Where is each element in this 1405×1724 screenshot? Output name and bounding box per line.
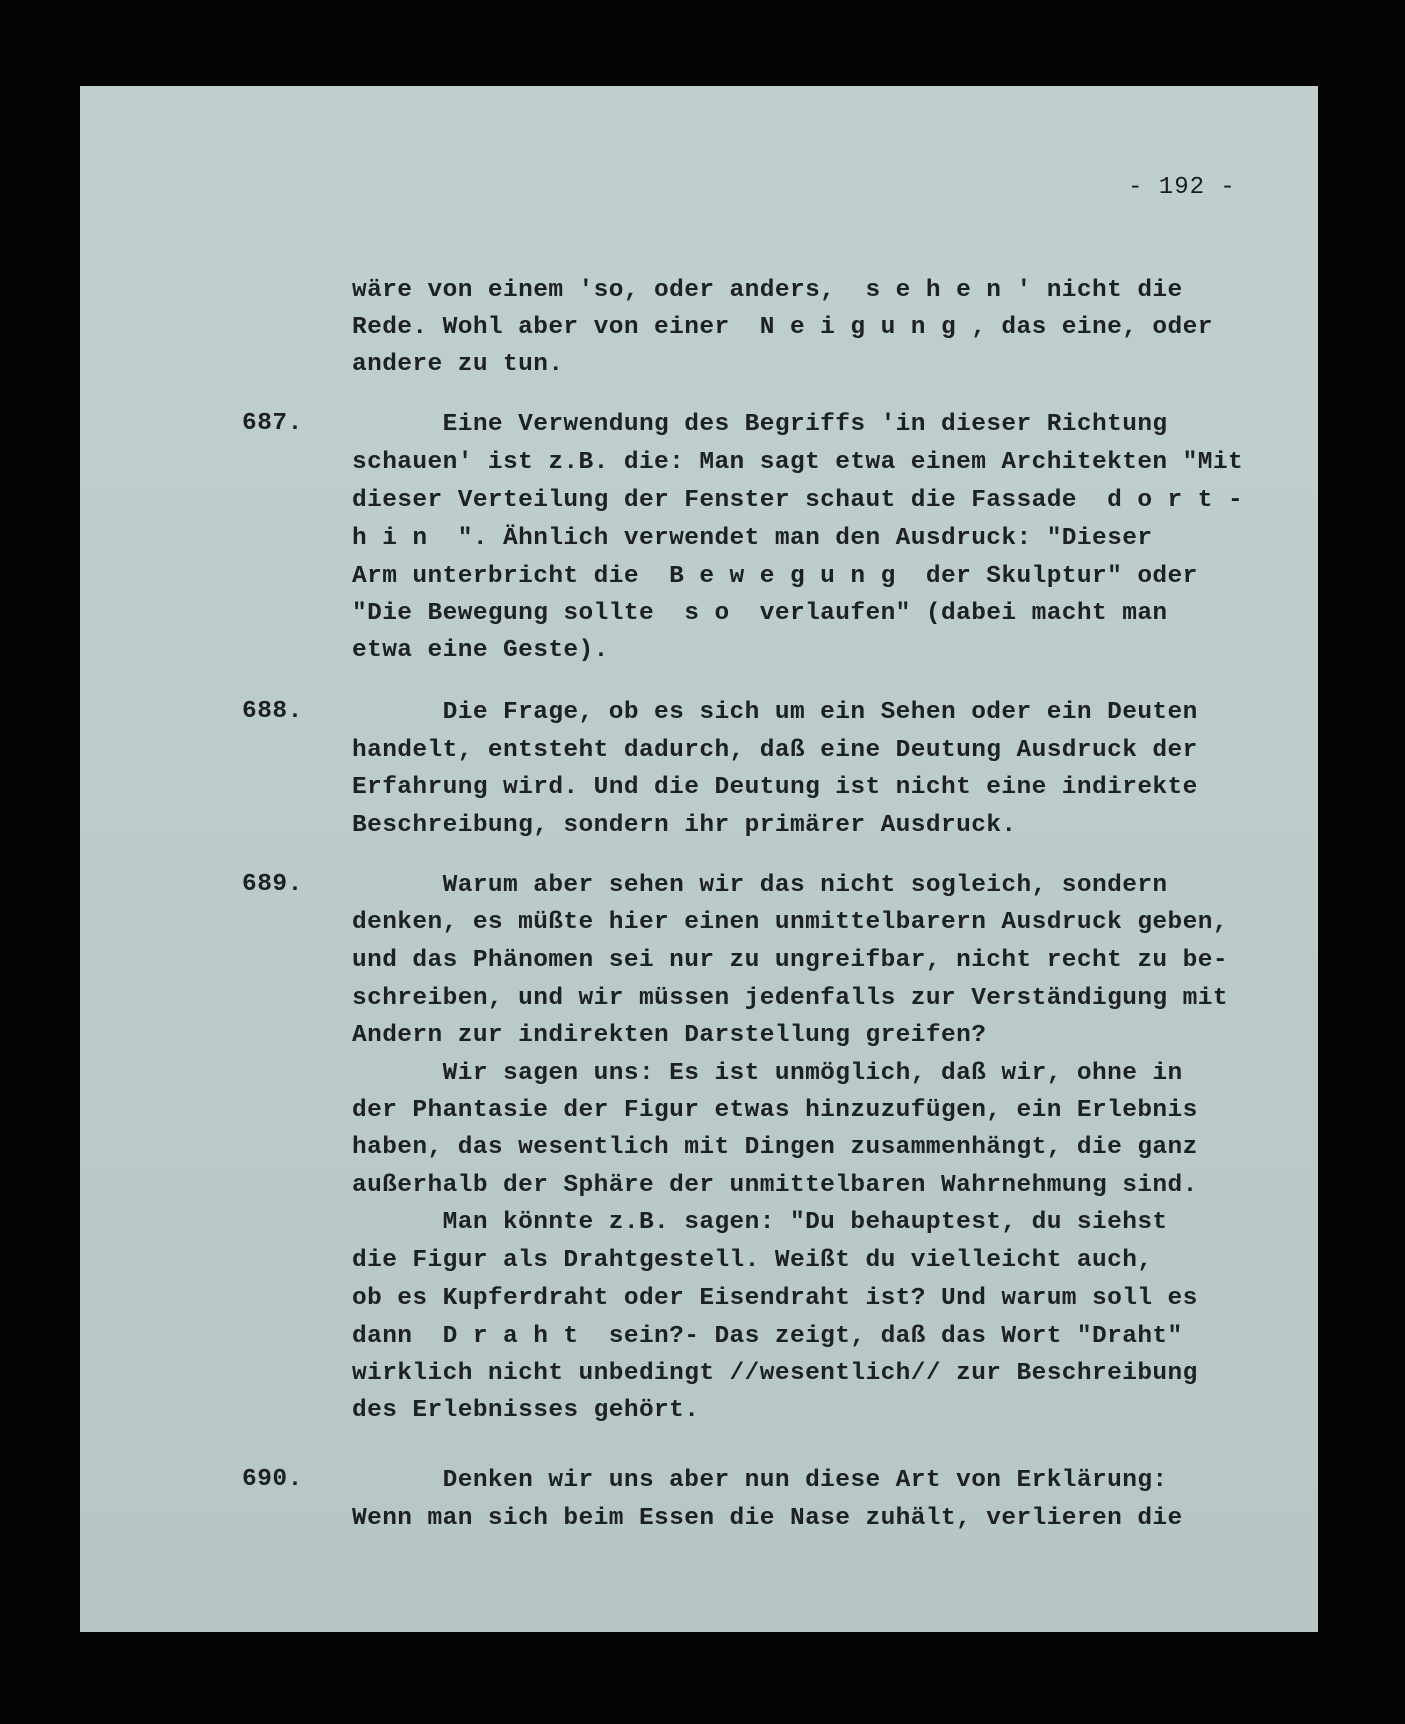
text-line: Man könnte z.B. sagen: "Du behauptest, du siehst bbox=[352, 1209, 1168, 1236]
text-line: Rede. Wohl aber von einer N e i g u n g , das eine, oder bbox=[352, 314, 1213, 341]
text-line: wirklich nicht unbedingt //wesentlich// zur Beschreibung bbox=[352, 1360, 1198, 1387]
text-line: und das Phänomen sei nur zu ungreifbar, nicht recht zu be- bbox=[352, 947, 1228, 974]
text-line: dieser Verteilung der Fenster schaut die Fassade d o r t - bbox=[352, 487, 1244, 514]
text-line: Andern zur indirekten Darstellung greifen? bbox=[352, 1022, 987, 1049]
text-line: Die Frage, ob es sich um ein Sehen oder ein Deuten bbox=[352, 699, 1198, 726]
text-line: Erfahrung wird. Und die Deutung ist nicht eine indirekte bbox=[352, 774, 1198, 801]
text-line: dann D r a h t sein?- Das zeigt, daß das Wort "Draht" bbox=[352, 1323, 1183, 1350]
text-line: Denken wir uns aber nun diese Art von Erklärung: bbox=[352, 1467, 1168, 1494]
text-line: andere zu tun. bbox=[352, 351, 564, 378]
text-line: ob es Kupferdraht oder Eisendraht ist? Und warum soll es bbox=[352, 1285, 1198, 1312]
text-line: Warum aber sehen wir das nicht sogleich, sondern bbox=[352, 872, 1168, 899]
paragraph-number: 688. bbox=[242, 698, 303, 725]
text-line: handelt, entsteht dadurch, daß eine Deutung Ausdruck der bbox=[352, 737, 1198, 764]
text-line: "Die Bewegung sollte s o verlaufen" (dabei macht man bbox=[352, 600, 1168, 627]
text-line: Eine Verwendung des Begriffs 'in dieser Richtung bbox=[352, 411, 1168, 438]
paragraph-number: 690. bbox=[242, 1466, 303, 1493]
text-line: die Figur als Drahtgestell. Weißt du vielleicht auch, bbox=[352, 1247, 1153, 1274]
text-line: außerhalb der Sphäre der unmittelbaren Wahrnehmung sind. bbox=[352, 1172, 1198, 1199]
text-line: Wenn man sich beim Essen die Nase zuhält, verlieren die bbox=[352, 1505, 1183, 1532]
text-line: wäre von einem 'so, oder anders, s e h e n ' nicht die bbox=[352, 277, 1183, 304]
text-line: Beschreibung, sondern ihr primärer Ausdruck. bbox=[352, 812, 1017, 839]
text-line: haben, das wesentlich mit Dingen zusammenhängt, die ganz bbox=[352, 1134, 1198, 1161]
text-line: der Phantasie der Figur etwas hinzuzufügen, ein Erlebnis bbox=[352, 1097, 1198, 1124]
text-line: Wir sagen uns: Es ist unmöglich, daß wir, ohne in bbox=[352, 1060, 1183, 1087]
text-line: h i n ". Ähnlich verwendet man den Ausdruck: "Dieser bbox=[352, 525, 1153, 552]
page-number: - 192 - bbox=[1128, 174, 1236, 201]
text-line: etwa eine Geste). bbox=[352, 637, 609, 664]
paragraph-number: 687. bbox=[242, 410, 303, 437]
text-line: des Erlebnisses gehört. bbox=[352, 1397, 700, 1424]
text-line: Arm unterbricht die B e w e g u n g der Skulptur" oder bbox=[352, 563, 1198, 590]
paragraph-number: 689. bbox=[242, 871, 303, 898]
text-line: denken, es müßte hier einen unmittelbarern Ausdruck geben, bbox=[352, 909, 1228, 936]
text-line: schauen' ist z.B. die: Man sagt etwa einem Architekten "Mit bbox=[352, 449, 1244, 476]
text-line: schreiben, und wir müssen jedenfalls zur Verständigung mit bbox=[352, 985, 1228, 1012]
